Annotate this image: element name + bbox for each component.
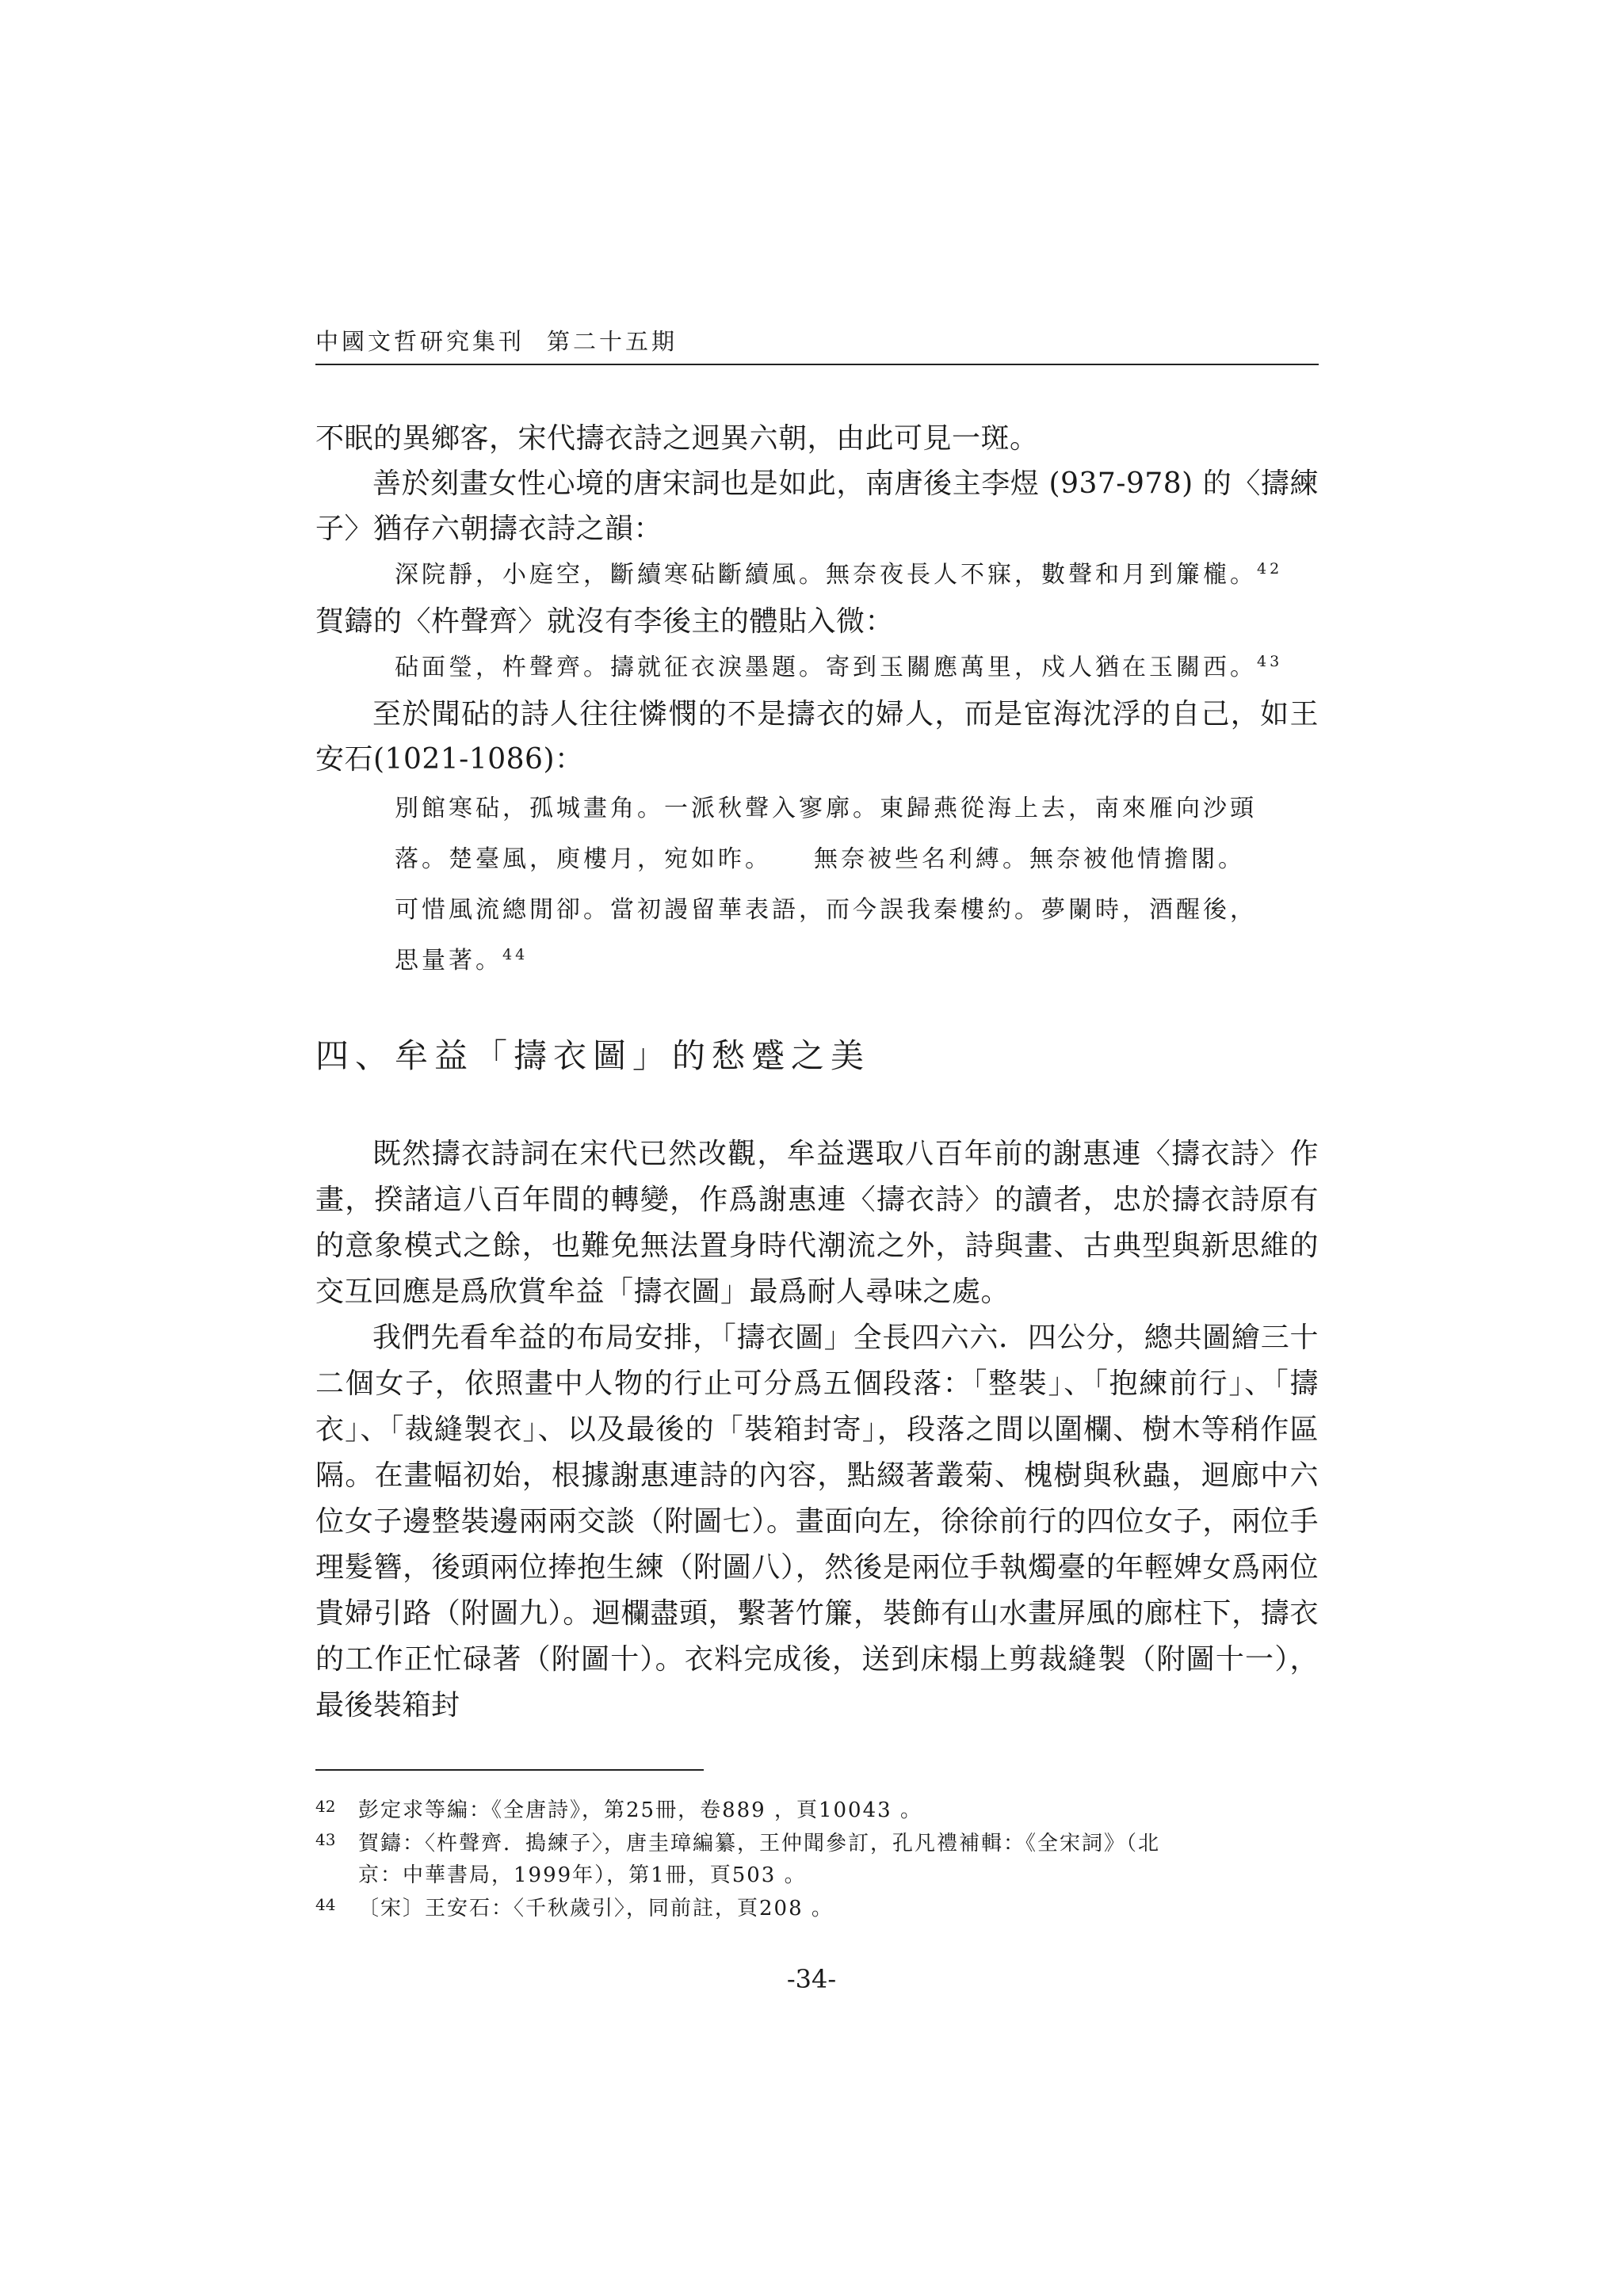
footnote-ref: 44	[502, 946, 529, 963]
paragraph: 不眠的異鄉客，宋代擣衣詩之迥異六朝，由此可見一斑。	[315, 422, 1039, 455]
footnote-rule	[315, 1769, 704, 1771]
quote-line: 落。楚臺風，庾樓月，宛如昨。 無奈被些名利縛。無奈被他情擔閣。	[395, 845, 1245, 873]
footnote-ref: 43	[1257, 653, 1283, 670]
quote-line: 可惜風流總閒卻。當初謾留華表語，而今誤我秦樓約。夢闌時，酒醒後，	[395, 896, 1257, 924]
footnote-text: 〔宋〕王安石：〈千秋歲引〉，同前註，頁208 。	[358, 1897, 834, 1920]
block-quote	[315, 551, 1319, 599]
footnote-number: 44	[315, 1895, 336, 1914]
quote-text: 砧面瑩，杵聲齊。擣就征衣淚墨題。寄到玉關應萬里，戍人猶在玉關西。	[395, 654, 1257, 681]
footnote	[315, 1791, 1319, 1826]
quote-text: 深院靜，小庭空，斷續寒砧斷續風。無奈夜長人不寐，數聲和月到簾櫳。	[395, 561, 1257, 589]
footnote-number: 43	[315, 1830, 336, 1849]
block-quote	[315, 784, 1319, 986]
footnote-text: 彭定求等編：《全唐詩》，第25冊，卷889 ，頁10043 。	[358, 1798, 922, 1822]
footnote-text-continued: 京：中華書局，1999年），第1冊，頁503 。	[358, 1863, 807, 1887]
body-text-bottom	[315, 1131, 1319, 1729]
page-number: -34-	[786, 1964, 837, 1994]
quote-line	[315, 936, 1319, 986]
issue-label: 第二十五期	[547, 328, 678, 355]
paragraph: 既然擣衣詩詞在宋代已然改觀，牟益選取八百年前的謝惠連〈擣衣詩〉作畫，揆諸這八百年間的轉變，作爲謝惠連〈擣衣詩〉的讀者，忠於擣衣詩原有的意象模式之餘，也難免無法置身時代潮流之外，詩與畫、古典型與新思維的交互回應是爲欣賞牟益「擣衣圖」最爲耐人尋味之處。	[315, 1138, 1319, 1308]
paragraph: 我們先看牟益的布局安排，「擣衣圖」全長四六六．四公分，總共圖繪三十二個女子，依照畫中人物的行止可分爲五個段落：「整裝」、「抱練前行」、「擣衣」、「裁縫製衣」、以及最後的「裝箱封寄」，段落之間以圍欄、樹木等稍作區隔。在畫幅初始，根據謝惠連詩的內容，點綴著叢菊、槐樹與秋蟲，迴廊中六位女子邊整裝邊兩兩交談（附圖七）。畫面向左，徐徐前行的四位女子，兩位手理髮簪，後頭兩位捧抱生練（附圖八），然後是兩位手執燭臺的年輕婢女爲兩位貴婦引路（附圖九）。迴欄盡頭，繫著竹簾，裝飾有山水畫屏風的廊柱下，擣衣的工作正忙碌著（附圖十）。衣料完成後，送到床榻上剪裁縫製（附圖十一），最後裝箱封	[315, 1322, 1319, 1722]
footnote-number: 42	[315, 1797, 336, 1816]
journal-title: 中國文哲研究集刊	[315, 328, 525, 355]
quote-text: 思量著。	[395, 947, 502, 974]
paragraph: 善於刻畫女性心境的唐宋詞也是如此，南唐後主李煜 (937-978) 的〈擣練子〉猶存六朝擣衣詩之韻：	[315, 467, 1319, 545]
footnote	[315, 1889, 1319, 1924]
footnote-ref: 42	[1257, 560, 1283, 578]
running-header	[315, 326, 1319, 357]
quote-line: 別館寒砧，孤城畫角。一派秋聲入寥廓。東歸燕從海上去，南來雁向沙頭	[395, 795, 1257, 822]
block-quote	[315, 644, 1319, 692]
paragraph: 至於聞砧的詩人往往憐憫的不是擣衣的婦人，而是宦海沈浮的自己，如王安石(1021-1086)：	[315, 698, 1319, 776]
body-text-top	[315, 416, 1319, 986]
paragraph: 賀鑄的〈杵聲齊〉就沒有李後主的體貼入微：	[315, 605, 895, 638]
footnote	[315, 1824, 1319, 1891]
section-heading: 四、牟益「擣衣圖」的愁蹙之美	[315, 1036, 871, 1075]
header-rule	[315, 364, 1319, 365]
footnote-text: 賀鑄：〈杵聲齊．搗練子〉，唐圭璋編纂，王仲聞參訂，孔凡禮補輯：《全宋詞》（北	[358, 1832, 1161, 1855]
